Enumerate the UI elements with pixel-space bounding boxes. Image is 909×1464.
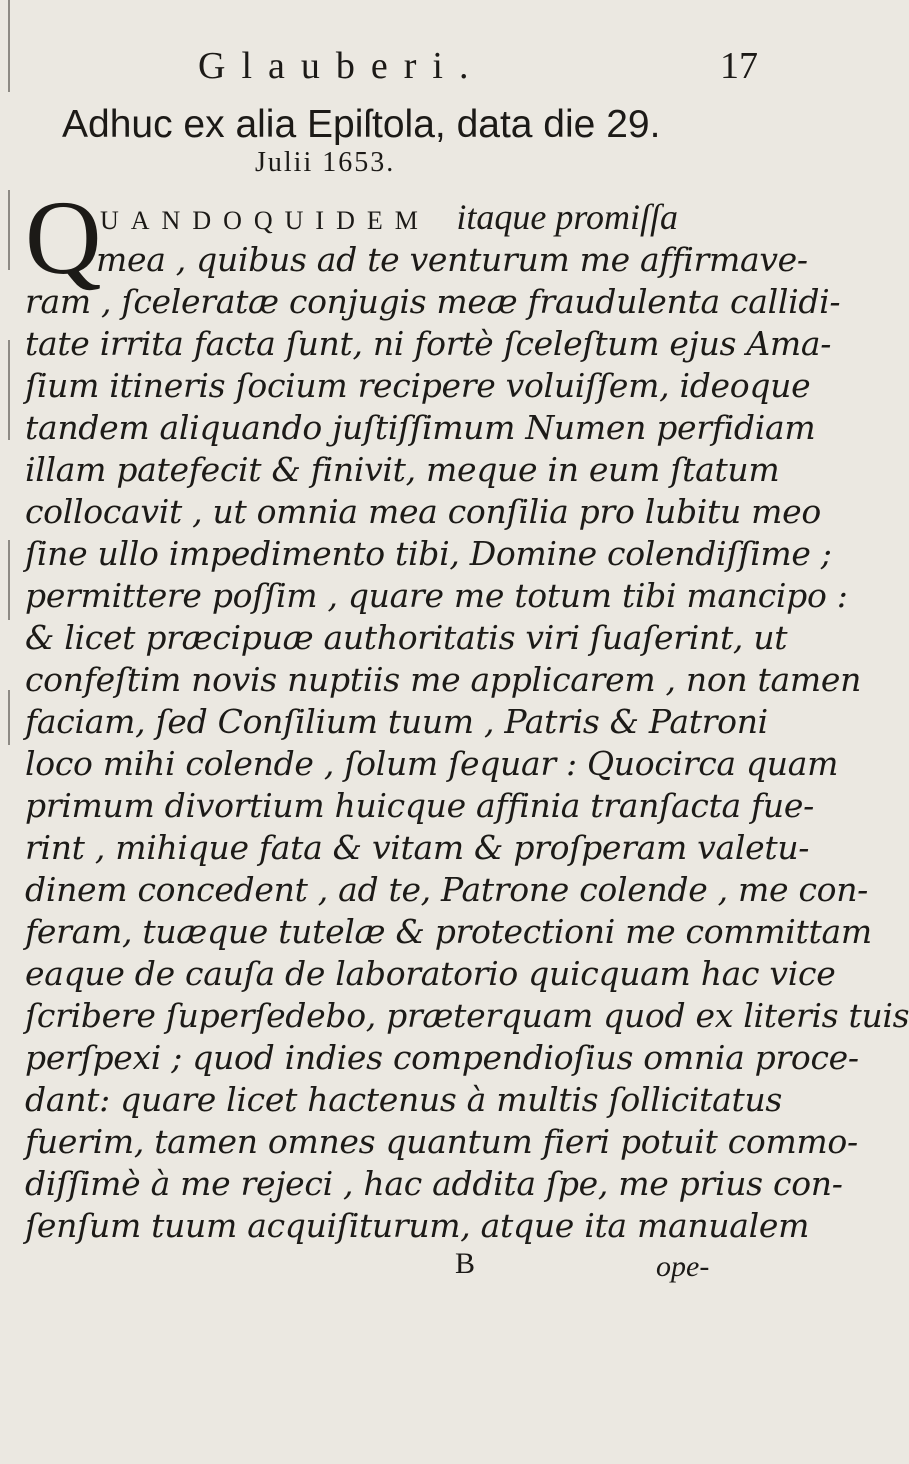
text-line-3: tate irrita facta ſunt, ni fortè ſceleſtum ejus Ama-: [25, 324, 832, 363]
text-line-22: fuerim, tamen omnes quantum fieri potuit commo-: [25, 1122, 858, 1161]
date-line: Julii 1653.: [255, 147, 396, 178]
text-line-15: rint , mihique fata & vitam & proſperam valetu-: [25, 828, 810, 867]
text-line-14: primum divortium huicque affinia tranſacta fue-: [25, 786, 814, 825]
page-edge-mark: [8, 540, 10, 620]
page-edge-mark: [8, 340, 10, 440]
running-title: Glauberi.: [198, 45, 485, 87]
text-line-5: tandem aliquando juſtiſſimum Numen perfidiam: [25, 408, 816, 447]
opening-line: [100, 196, 678, 238]
text-line-17: feram, tuæque tutelæ & protectioni me committam: [25, 912, 872, 951]
text-line-11: confeſtim novis nuptiis me applicarem , non tamen: [25, 660, 862, 699]
text-line-23: diſſimè à me rejeci , hac addita ſpe, me prius con-: [25, 1164, 843, 1203]
signature-mark: B: [455, 1247, 476, 1280]
intro-line: Adhuc ex alia Epiſtola, data die 29.: [62, 103, 661, 146]
text-line-20: perſpexi ; quod indies compendioſius omnia proce-: [25, 1038, 859, 1077]
text-line-6: illam patefecit & finivit, meque in eum ſtatum: [25, 450, 780, 489]
drop-cap-letter: Q: [25, 179, 102, 296]
page-edge-mark: [8, 690, 10, 745]
text-line-1: mea , quibus ad te venturum me affirmave-: [96, 240, 808, 279]
text-line-8: ſine ullo impedimento tibi, Domine colendiſſime ;: [25, 534, 832, 573]
catchword: ope-: [656, 1250, 710, 1283]
text-line-21: dant: quare licet hactenus à multis ſollicitatus: [25, 1080, 783, 1119]
opening-small-caps: UANDOQUIDEM: [100, 206, 430, 235]
text-line-18: eaque de cauſa de laboratorio quicquam hac vice: [25, 954, 836, 993]
text-line-7: collocavit , ut omnia mea conſilia pro lubitu meo: [25, 492, 821, 531]
text-line-2: ram , ſceleratæ conjugis meæ fraudulenta callidi-: [25, 282, 841, 321]
text-line-13: loco mihi colende , ſolum ſequar : Quocirca quam: [25, 744, 839, 783]
text-line-4: ſium itineris ſocium recipere voluiſſem, ideoque: [25, 366, 811, 405]
page-edge-mark: [8, 190, 10, 270]
text-line-24: ſenſum tuum acquiſiturum, atque ita manualem: [25, 1206, 810, 1245]
page-number: 17: [720, 45, 758, 87]
page-edge-mark: [8, 0, 10, 92]
text-line-9: permittere poſſim , quare me totum tibi mancipo :: [25, 576, 848, 615]
opening-italic-tail: itaque promiſſa: [456, 197, 679, 237]
text-line-16: dinem concedent , ad te, Patrone colende , me con-: [25, 870, 869, 909]
text-line-19: ſcribere ſuperſedebo, præterquam quod ex literis tuis: [25, 996, 909, 1035]
text-line-12: faciam, ſed Conſilium tuum , Patris & Patroni: [25, 702, 768, 741]
text-line-10: & licet præcipuæ authoritatis viri ſuaſerint, ut: [25, 618, 788, 657]
